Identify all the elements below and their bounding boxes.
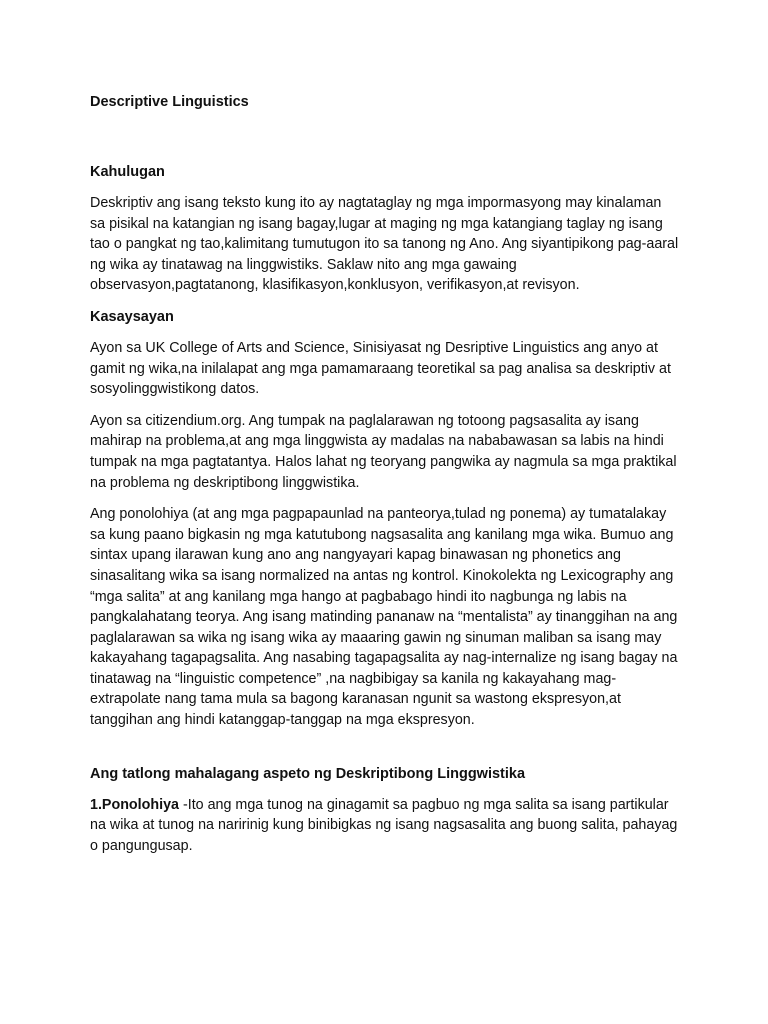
document-page [90,92,680,867]
list-item-text: -Ito ang mga tunog na ginagamit sa pagbuo ng mga salita sa isang partikular na wika at tunog na naririnig kung binibigkas ng isang nagsasalita ang buong salita, pahayag o pangungusap. [90,796,678,854]
heading-kasaysayan: Kasaysayan [90,308,174,325]
list-item-ponolohiya [90,795,680,857]
paragraph-kahulugan: Deskriptiv ang isang teksto kung ito ay nagtataglay ng mga impormasyong may kinalaman sa pisikal na katangian ng isang bagay,lugar at maging ng mga katangiang taglay ng isang tao o pangkat ng tao,kalimitang tumutugon ito sa tanong ng Ano. Ang siyantipikong pag-aaral ng wika ay tinatawag na linggwistiks. Saklaw nito ang mga gawaing observasyon,pagtatanong, klasifikasyon,konklusyon, verifikasyon,at revisyon. [90,195,679,294]
document-title: Descriptive Linguistics [90,94,249,110]
heading-aspeto: Ang tatlong mahalagang aspeto ng Deskriptibong Linggwistika [90,765,526,782]
paragraph-kasaysayan-1: Ayon sa UK College of Arts and Science, Sinisiyasat ng Desriptive Linguistics ang anyo at gamit ng wika,na inilalapat ang mga pamamaraang teoretikal sa pag analisa sa deskriptiv at sosyolinggwistikong datos. [90,339,671,398]
paragraph-kasaysayan-2: Ayon sa citizendium.org. Ang tumpak na paglalarawan ng totoong pagsasalita ay isang mahirap na problema,at ang mga linggwista ay madalas na nababawasan sa labis na hindi tumpak na mga pagtatantya. Halos lahat ng teoryang pangwika ay nagmula sa mga praktikal na problema ng deskriptibong linggwistika. [90,412,677,491]
list-item-label: 1.Ponolohiya [90,796,179,813]
paragraph-kasaysayan-3: Ang ponolohiya (at ang mga pagpapaunlad na panteorya,tulad ng ponema) ay tumatalakay sa kung paano bigkasin ng mga katutubong nagsasalita ang kanilang mga wika. Bumuo ang sintax upang ilarawan kung ano ang nangyayari kapag binawasan ng phonetics ang sinasalitang wika sa isang normalized na antas ng kontrol. Kinokolekta ng Lexicography ang “mga salita” at ang kanilang mga hango at pagbabago hindi ito nagbunga ng labis na pangkalahatang teorya. Ang isang matinding pananaw na “mentalista” ay tinanggihan na ang paglalarawan sa wika ng isang wika ay maaaring gawin ng sinuman maliban sa isang may kakayahang tagapagsalita. Ang nasabing tagapagsalita ay nag-internalize ng isang bagay na tinatawag na “linguistic competence” ,na nagbibigay sa kanila ng kakayahang mag-extrapolate nang tama mula sa bagong karanasan ngunit sa wastong ekspresyon,at tanggihan ang hindi katanggap-tanggap na mga ekspresyon. [90,506,678,729]
heading-kahulugan: Kahulugan [90,164,165,180]
